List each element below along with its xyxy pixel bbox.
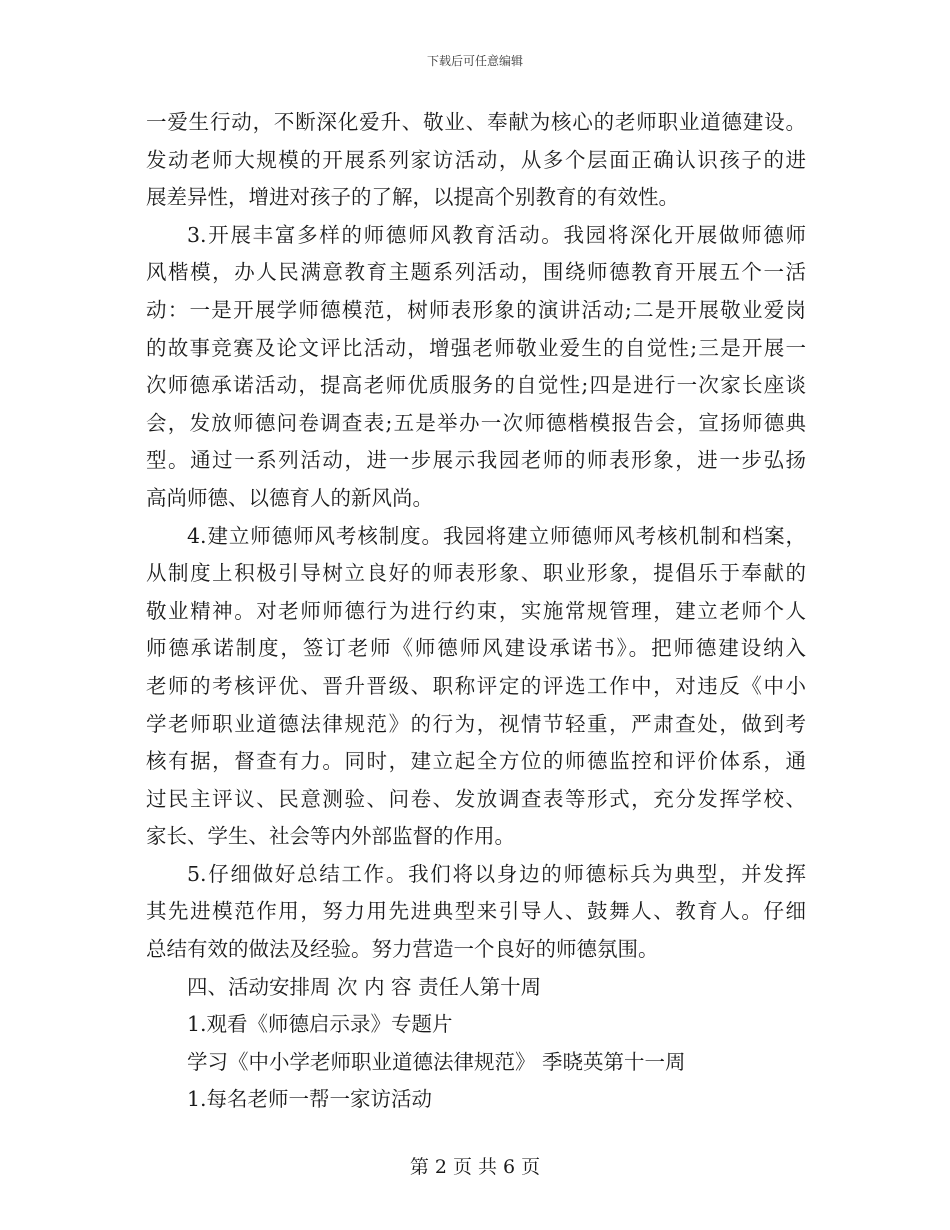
schedule-item-line: 1.每名老师一帮一家访活动 — [187, 1087, 433, 1112]
page-header: 下载后可任意编辑 — [426, 54, 523, 68]
body-line: 会，发放师德问卷调查表;五是举办一次师德楷模报告会，宣扬师德典 — [146, 410, 806, 435]
paragraph-start-line: 5.仔细做好总结工作。我们将以身边的师德标兵为典型，并发挥 — [187, 861, 806, 886]
body-line: 高尚师德、以德育人的新风尚。 — [146, 485, 433, 510]
body-line: 过民主评议、民意测验、问卷、发放调查表等形式，充分发挥学校、 — [146, 786, 806, 811]
body-line: 敬业精神。对老师师德行为进行约束，实施常规管理，建立老师个人 — [146, 598, 806, 623]
section-heading-line: 四、活动安排周 次 内 容 责任人第十周 — [187, 974, 542, 999]
body-line: 从制度上积极引导树立良好的师表形象、职业形象，提倡乐于奉献的 — [146, 561, 806, 586]
document-body — [146, 104, 806, 1119]
body-line: 核有据，督查有力。同时，建立起全方位的师德监控和评价体系，通 — [146, 749, 806, 774]
body-line: 风楷模，办人民满意教育主题系列活动，围绕师德教育开展五个一活 — [146, 260, 806, 285]
paragraph-start-line: 3.开展丰富多样的师德师风教育活动。我园将深化开展做师德师 — [187, 222, 806, 247]
body-line: 次师德承诺活动，提高老师优质服务的自觉性;四是进行一次家长座谈 — [146, 373, 806, 398]
body-line: 型。通过一系列活动，进一步展示我园老师的师表形象，进一步弘扬 — [146, 448, 806, 473]
body-line: 总结有效的做法及经验。努力营造一个良好的师德氛围。 — [146, 937, 659, 962]
body-line: 发动老师大规模的开展系列家访活动，从多个层面正确认识孩子的进 — [146, 147, 806, 172]
body-line: 一爱生行动，不断深化爱升、敬业、奉献为核心的老师职业道德建设。 — [146, 110, 806, 134]
schedule-item-line: 学习《中小学老师职业道德法律规范》 季晓英第十一周 — [187, 1049, 686, 1074]
body-line: 展差异性，增进对孩子的了解，以提高个别教育的有效性。 — [146, 185, 679, 210]
schedule-item-line: 1.观看《师德启示录》专题片 — [187, 1012, 453, 1037]
body-line: 的故事竞赛及论文评比活动，增强老师敬业爱生的自觉性;三是开展一 — [146, 335, 806, 360]
body-line: 动：一是开展学师德模范，树师表形象的演讲活动;二是开展敬业爱岗 — [146, 297, 806, 322]
body-line: 学老师职业道德法律规范》的行为，视情节轻重，严肃查处，做到考 — [146, 711, 806, 736]
body-line: 其先进模范作用，努力用先进典型来引导人、鼓舞人、教育人。仔细 — [146, 899, 806, 924]
body-line: 师德承诺制度，签订老师《师德师风建设承诺书》。把师德建设纳入 — [146, 636, 806, 661]
page-number-footer: 第 2 页 共 6 页 — [409, 1156, 541, 1178]
paragraph-start-line: 4.建立师德师风考核制度。我园将建立师德师风考核机制和档案， — [187, 523, 806, 548]
body-line: 家长、学生、社会等内外部监督的作用。 — [146, 824, 515, 849]
body-line: 老师的考核评优、晋升晋级、职称评定的评选工作中，对违反《中小 — [146, 673, 806, 698]
